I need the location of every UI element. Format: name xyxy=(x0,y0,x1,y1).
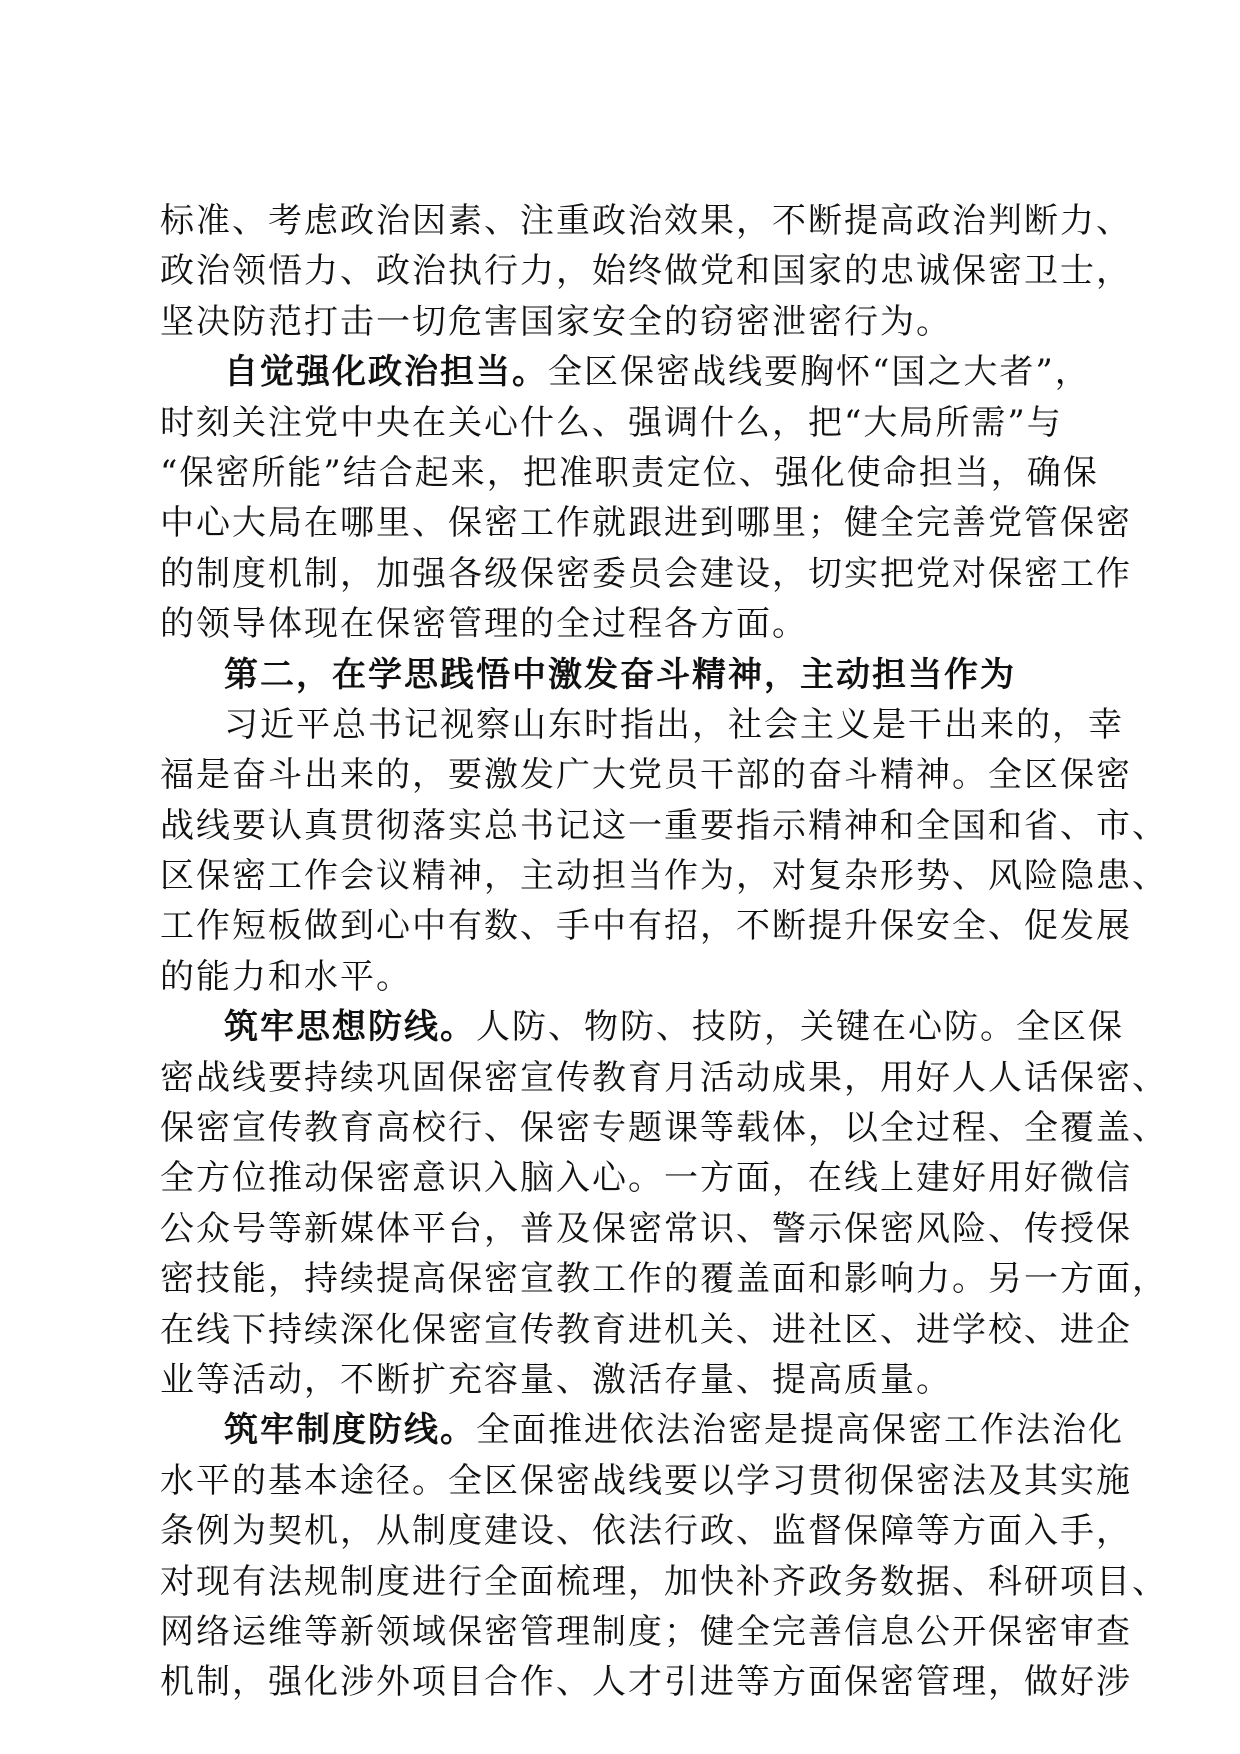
paragraph-heading: 筑牢思想防线。 xyxy=(224,1007,476,1048)
paragraph-1 xyxy=(160,196,1132,347)
text-line: 习近平总书记视察山东时指出，社会主义是干出来的，幸 xyxy=(224,704,1124,745)
text-line: 的领导体现在保密管理的全过程各方面。 xyxy=(160,604,808,645)
text-line: 区保密工作会议精神，主动担当作为，对复杂形势、风险隐患、 xyxy=(160,856,1168,897)
text-line: 全方位推动保密意识入脑入心。一方面，在线上建好用好微信 xyxy=(160,1158,1132,1199)
text-line: 密战线要持续巩固保密宣传教育月活动成果，用好人人话保密、 xyxy=(160,1057,1168,1098)
text-line: 政治领悟力、政治执行力，始终做党和国家的忠诚保密卫士， xyxy=(160,251,1132,292)
text-line xyxy=(160,1405,1124,1455)
text-line: 在线下持续深化保密宣传教育进机关、进社区、进学校、进企 xyxy=(160,1309,1132,1350)
text-line: 的制度机制，加强各级保密委员会建设，切实把党对保密工作 xyxy=(160,553,1132,594)
text-line xyxy=(160,1002,1124,1052)
text-line xyxy=(160,347,1090,397)
text-line: 中心大局在哪里、保密工作就跟进到哪里；健全完善党管保密 xyxy=(160,503,1132,544)
paragraph-3 xyxy=(160,700,1168,1002)
text-run: 人防、物防、技防，关键在心防。全区保 xyxy=(476,1007,1124,1048)
text-line: 条例为契机，从制度建设、依法行政、监督保障等方面入手， xyxy=(160,1511,1132,1552)
text-line: 标准、考虑政治因素、注重政治效果，不断提高政治判断力、 xyxy=(160,201,1132,241)
text-line: 公众号等新媒体平台，普及保密常识、警示保密风险、传授保 xyxy=(160,1208,1132,1249)
text-line: 工作短板做到心中有数、手中有招，不断提升保安全、促发展 xyxy=(160,906,1132,947)
paragraph-heading: 筑牢制度防线。 xyxy=(224,1410,476,1451)
document-page xyxy=(160,196,1168,1708)
text-line: “保密所能”结合起来，把准职责定位、强化使命担当，确保 xyxy=(160,452,1099,493)
text-line: 对现有法规制度进行全面梳理，加快补齐政务数据、科研项目、 xyxy=(160,1561,1168,1602)
text-line: 密技能，持续提高保密宣教工作的覆盖面和影响力。另一方面， xyxy=(160,1259,1168,1300)
text-line: 战线要认真贯彻落实总书记这一重要指示精神和全国和省、市、 xyxy=(160,805,1168,846)
paragraph-5 xyxy=(160,1405,1168,1707)
text-run: 全区保密战线要胸怀“国之大者”， xyxy=(548,352,1091,393)
text-run: 全面推进依法治密是提高保密工作法治化 xyxy=(476,1410,1124,1451)
paragraph-2 xyxy=(160,347,1132,649)
paragraph-heading: 自觉强化政治担当。 xyxy=(224,352,548,393)
text-line: 时刻关注党中央在关心什么、强调什么，把“大局所需”与 xyxy=(160,402,1063,443)
paragraph-4 xyxy=(160,1002,1168,1405)
text-line: 保密宣传教育高校行、保密专题课等载体，以全过程、全覆盖、 xyxy=(160,1108,1168,1149)
section-heading: 第二，在学思践悟中激发奋斗精神，主动担当作为 xyxy=(224,654,1016,695)
text-line: 的能力和水平。 xyxy=(160,956,412,997)
text-line: 水平的基本途径。全区保密战线要以学习贯彻保密法及其实施 xyxy=(160,1460,1132,1501)
text-line: 机制，强化涉外项目合作、人才引进等方面保密管理，做好涉 xyxy=(160,1662,1132,1703)
text-line: 福是奋斗出来的，要激发广大党员干部的奋斗精神。全区保密 xyxy=(160,755,1132,796)
text-line: 业等活动，不断扩充容量、激活存量、提高质量。 xyxy=(160,1359,952,1400)
text-line: 坚决防范打击一切危害国家安全的窃密泄密行为。 xyxy=(160,301,952,342)
text-line: 网络运维等新领域保密管理制度；健全完善信息公开保密审查 xyxy=(160,1611,1132,1652)
